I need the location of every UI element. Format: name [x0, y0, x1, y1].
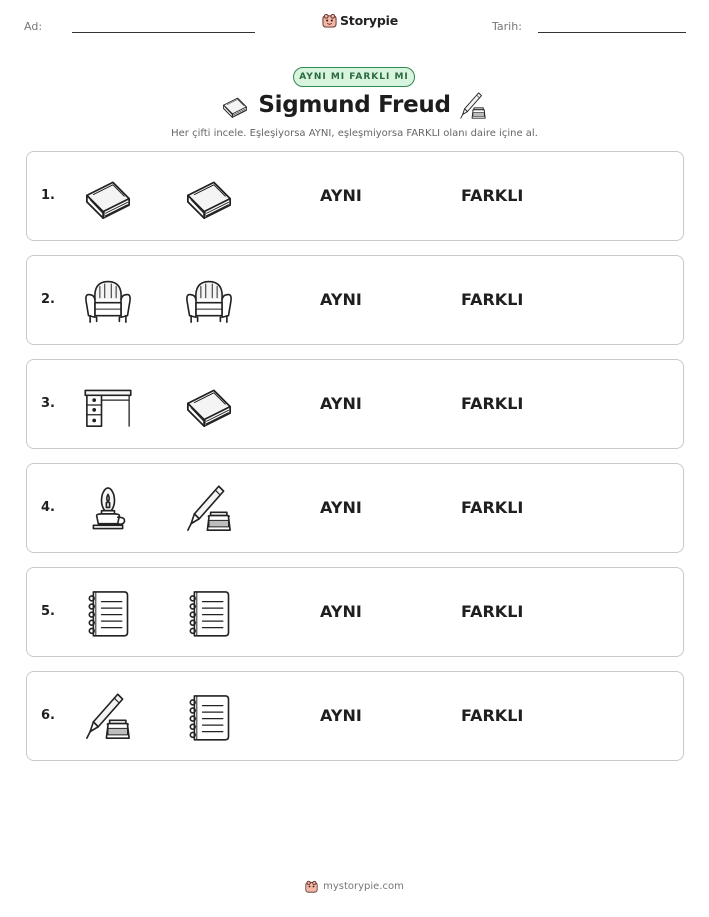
option-different[interactable]: FARKLI [461, 394, 524, 413]
oil-lamp-icon [82, 483, 134, 535]
worksheet-header [0, 0, 709, 50]
notebook-icon [183, 691, 235, 743]
question-number: 1. [41, 188, 55, 203]
option-same[interactable]: AYNI [320, 602, 362, 621]
page-title: Sigmund Freud [258, 92, 451, 118]
question-number: 2. [41, 292, 55, 307]
question-number: 4. [41, 500, 55, 515]
option-different[interactable]: FARKLI [461, 706, 524, 725]
footer [0, 880, 709, 893]
brand [322, 13, 398, 28]
question-row [26, 255, 684, 345]
desk-icon [82, 379, 134, 431]
notebook-icon [183, 587, 235, 639]
option-same[interactable]: AYNI [320, 706, 362, 725]
book-icon [82, 171, 134, 223]
book-icon [183, 171, 235, 223]
footer-url: mystorypie.com [323, 881, 404, 892]
option-different[interactable]: FARKLI [461, 602, 524, 621]
storypie-logo-icon [305, 880, 318, 893]
name-field[interactable] [72, 32, 255, 33]
option-same[interactable]: AYNI [320, 186, 362, 205]
instructions: Her çifti incele. Eşleşiyorsa AYNI, eşleşmiyorsa FARKLI olanı daire içine al. [171, 128, 538, 139]
option-same[interactable]: AYNI [320, 394, 362, 413]
book-icon [183, 379, 235, 431]
option-different[interactable]: FARKLI [461, 186, 524, 205]
question-row [26, 567, 684, 657]
option-same[interactable]: AYNI [320, 290, 362, 309]
name-label: Ad: [24, 20, 43, 33]
title-pen-and-inkwell-icon [458, 91, 488, 125]
option-same[interactable]: AYNI [320, 498, 362, 517]
pen-and-inkwell-icon [82, 691, 134, 743]
date-label: Tarih: [492, 20, 522, 33]
question-number: 6. [41, 708, 55, 723]
notebook-icon [82, 587, 134, 639]
question-row [26, 463, 684, 553]
question-number: 5. [41, 604, 55, 619]
pen-and-inkwell-icon [183, 483, 235, 535]
activity-type-badge: AYNI MI FARKLI MI [293, 67, 415, 87]
date-field[interactable] [538, 32, 686, 33]
armchair-icon [183, 275, 235, 327]
brand-name: Storypie [340, 13, 398, 28]
option-different[interactable]: FARKLI [461, 290, 524, 309]
armchair-icon [82, 275, 134, 327]
question-row [26, 151, 684, 241]
storypie-logo-icon [322, 13, 337, 28]
option-different[interactable]: FARKLI [461, 498, 524, 517]
question-row [26, 359, 684, 449]
question-number: 3. [41, 396, 55, 411]
question-row [26, 671, 684, 761]
